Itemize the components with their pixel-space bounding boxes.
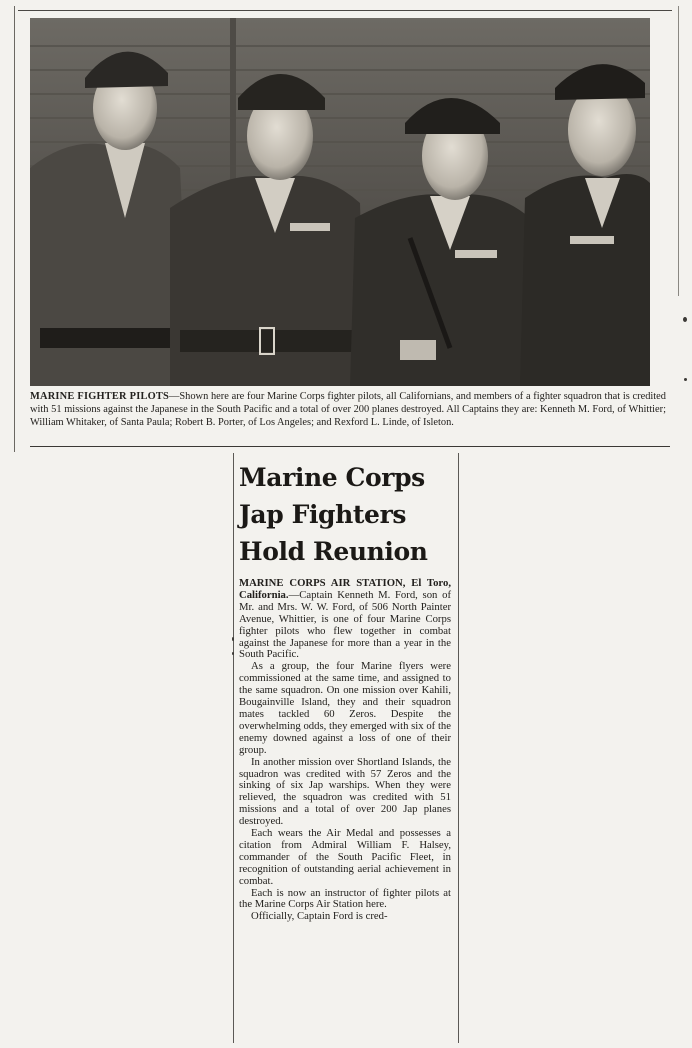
caption-lead: MARINE FIGHTER PILOTS	[30, 391, 169, 402]
article-headline	[239, 459, 455, 570]
article-paragraph-3: In another mission over Shortland Islands, the squadron was credited with 57 Zeros and the sinking of six Jap warships. When they were relieved, the squadron was credited with 51 missions and a total of over 200 Jap planes destroyed.	[239, 755, 451, 828]
news-photo	[30, 18, 650, 386]
right-border-rule	[678, 6, 679, 296]
top-border-rule	[18, 10, 672, 11]
caption-divider	[30, 446, 670, 447]
article-paragraph-6: Officially, Captain Ford is cred-	[251, 910, 388, 923]
paper-speck	[232, 637, 234, 641]
article-dateline: MARINE CORPS AIR STATION, El Toro, California.	[239, 577, 451, 601]
article-paragraph-4: Each wears the Air Medal and possesses a citation from Admiral William F. Halsey, commander of the South Pacific Fleet, in recognition of outstanding aerial achievement in combat.	[239, 827, 451, 887]
headline-line-3: Hold Reunion	[239, 537, 428, 566]
headline-line-1: Marine Corps	[239, 463, 425, 492]
paper-speck	[683, 317, 687, 322]
caption-text: —Shown here are four Marine Corps fighter pilots, all Californians, and members of a fighter squadron that is credited with 51 missions against the Japanese in the South Pacific and a total of over 200 planes destroyed. All Captains they are: Kenneth M. Ford, of Whittier; William Whitaker, of Santa Paula; Robert B. Porter, of Los Angeles; and Rexford L. Linde, of Isleton.	[30, 391, 666, 429]
article-paragraph-2: As a group, the four Marine flyers were commissioned at the same time, and assigned to the same squadron. On one mission over Kahili, Bougainville Island, they and their squadron mates tackled 60 Zeros. Despite the overwhelming odds, they emerged with six of the enemy downed against a loss of one of their group.	[239, 660, 451, 756]
left-border-rule	[14, 6, 15, 452]
article-paragraph-5: Each is now an instructor of fighter pilots at the Marine Corps Air Station here.	[239, 886, 451, 911]
photo-illustration	[30, 18, 650, 386]
article-body	[239, 578, 451, 923]
article-paragraph-1	[239, 578, 451, 661]
photo-caption	[30, 390, 666, 430]
article-paragraph-1-text: —Captain Kenneth M. Ford, son of Mr. and Mrs. W. W. Ford, of 506 North Painter Avenue, Whittier, is one of four Marine Corps fighter pilots who flew together in combat against the Japanese for more than a year in the South Pacific.	[239, 588, 451, 661]
paper-speck	[232, 652, 234, 655]
paper-speck	[684, 378, 687, 381]
headline-line-2: Jap Fighters	[239, 500, 407, 529]
